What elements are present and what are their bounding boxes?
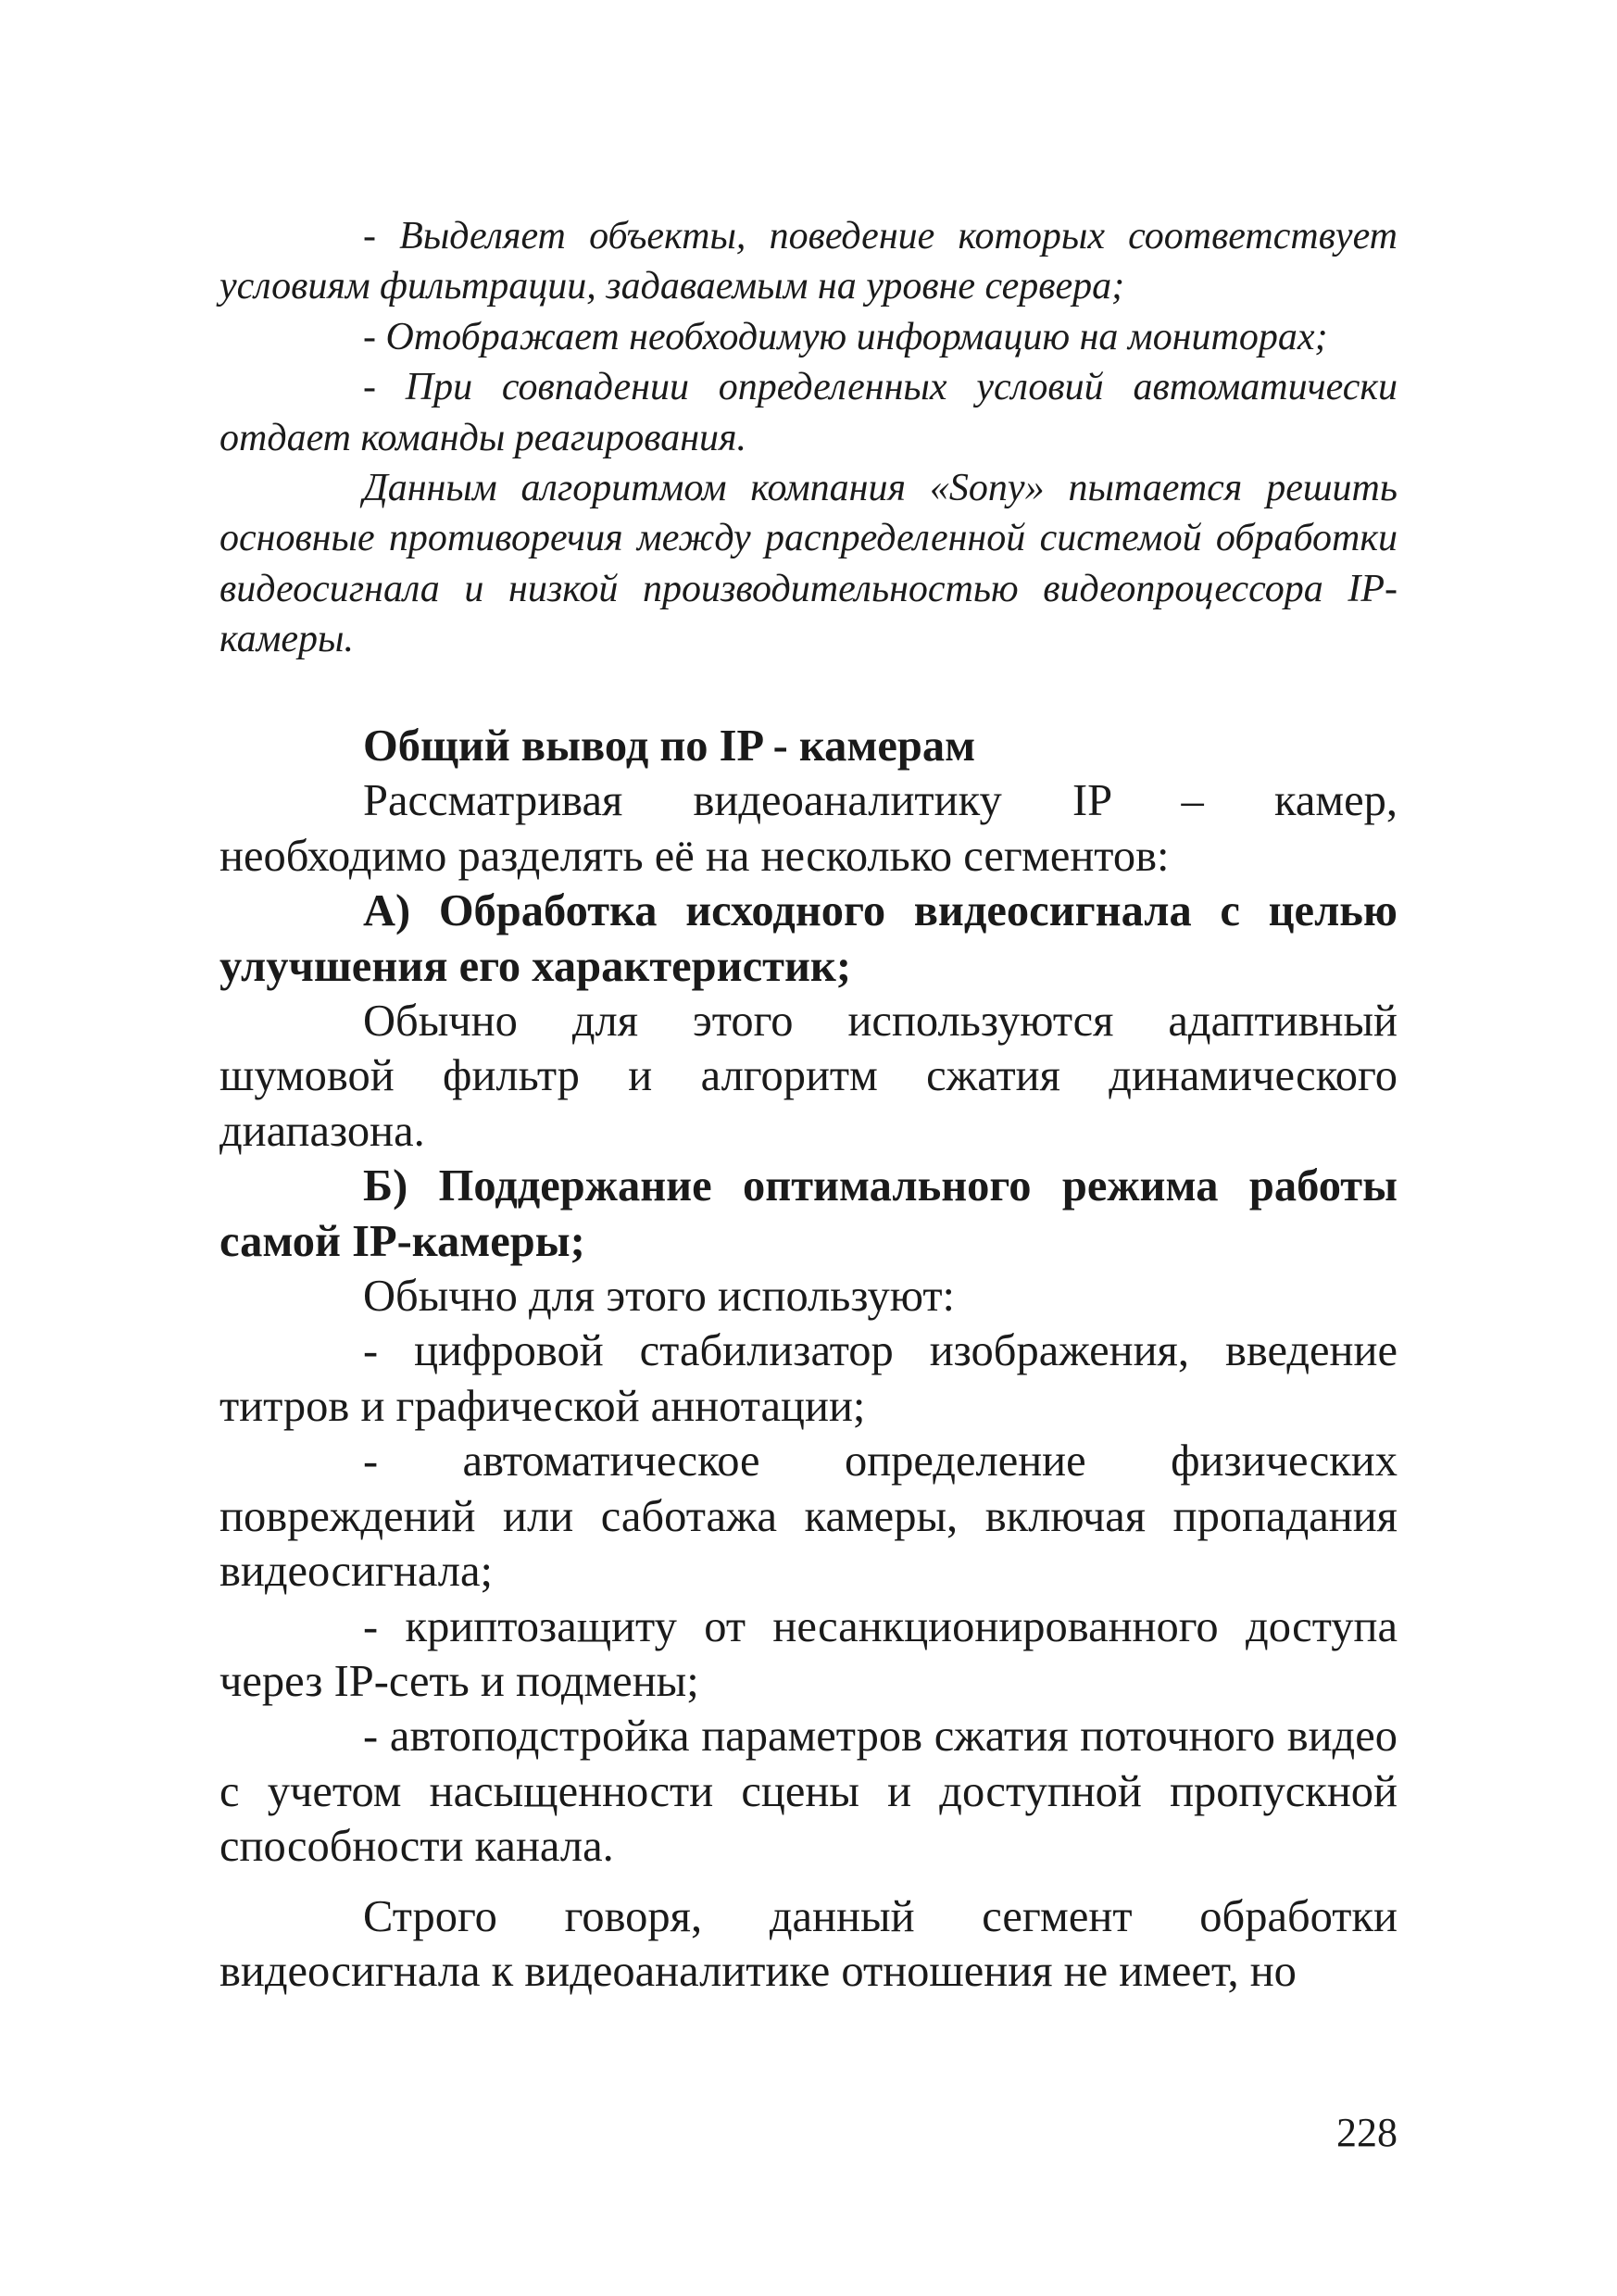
subheading-b: Б) Поддержание оптимального режима работы самой IP-камеры;: [219, 1161, 1398, 1266]
intro-item-3: - При совпадении определенных условий автоматически отдает команды реагирования.: [219, 366, 1398, 459]
intro-italic-section: [219, 211, 1398, 665]
section-heading: Общий вывод по IP - камерам: [363, 721, 976, 771]
list-item: - автоподстройка параметров сжатия поточного видео с учетом насыщенности сцены и доступной пропускной способности канала.: [219, 1712, 1398, 1872]
list-item: - автоматическое определение физических повреждений или саботажа камеры, включая пропадания видеосигнала;: [219, 1437, 1398, 1597]
list-item: - цифровой стабилизатор изображения, введение титров и графической аннотации;: [219, 1326, 1398, 1431]
subheading-a: А) Обработка исходного видеосигнала с целью улучшения его характеристик;: [219, 886, 1398, 991]
paragraph-final: Строго говоря, данный сегмент обработки видеосигнала к видеоаналитике отношения не имеет, но: [219, 1891, 1398, 1996]
section-paragraph-1: Рассматривая видеоаналитику IP – камер, необходимо разделять её на несколько сегментов:: [219, 776, 1398, 881]
intro-item-1: - Выделяет объекты, поведение которых соответствует условиям фильтрации, задаваемым на уровне сервера;: [219, 215, 1398, 308]
paragraph-b: Обычно для этого используют:: [363, 1272, 956, 1322]
intro-conclusion: Данным алгоритмом компания «Sony» пытается решить основные противоречия между распределенной системой обработки видеосигнала и низкой производительностью видеопроцессора IP- камеры.: [219, 467, 1398, 661]
list-item: - криптозащиту от несанкционированного доступа через IP-сеть и подмены;: [219, 1601, 1398, 1706]
paragraph-a: Обычно для этого используются адаптивный шумовой фильтр и алгоритм сжатия динамического диапазона.: [219, 997, 1398, 1156]
page-number: 228: [1336, 2110, 1398, 2155]
intro-item-2: - Отображает необходимую информацию на мониторах;: [363, 315, 1328, 358]
main-section: [219, 719, 1398, 1999]
